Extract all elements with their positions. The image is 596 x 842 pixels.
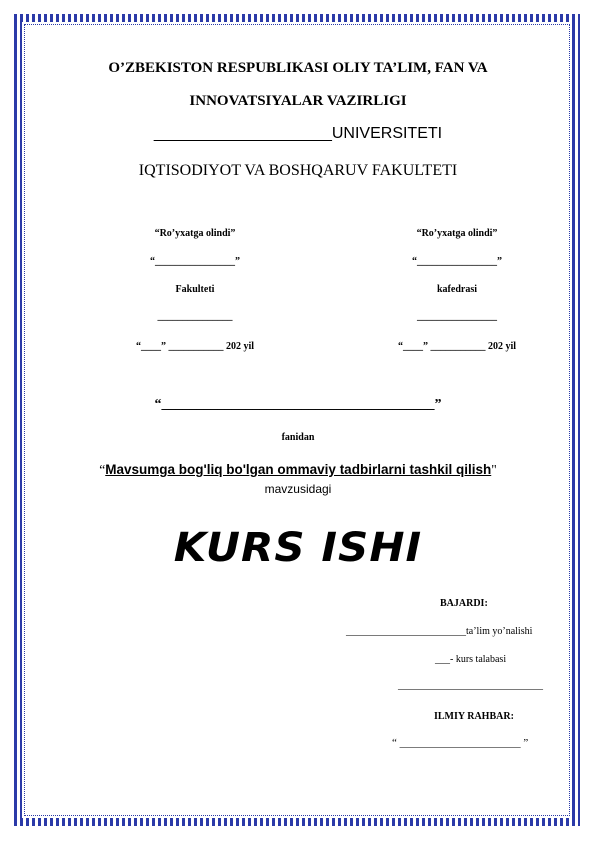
ministry-line-2: INNOVATSIYALAR VAZIRLIGI bbox=[189, 93, 407, 109]
topic-close-quote: " bbox=[491, 462, 497, 477]
topic-open-quote: “ bbox=[99, 462, 106, 477]
direction-line: ________________________ta’lim yo’nalishi bbox=[346, 626, 533, 637]
left-registered-label: “Ro’yxatga olindi” bbox=[154, 228, 236, 239]
right-date: “____” ___________ 202 yil bbox=[397, 341, 517, 352]
supervisor-line: “ ______________________ ” bbox=[392, 737, 529, 749]
right-registered-label: “Ro’yxatga olindi” bbox=[416, 228, 498, 239]
right-department-label: kafedrasi bbox=[437, 284, 477, 295]
right-registered-number: “________________” bbox=[412, 256, 502, 267]
left-date: “____” ___________ 202 yil bbox=[135, 341, 255, 352]
student-line: ___- kurs talabasi bbox=[435, 654, 507, 665]
topic-title bbox=[0, 462, 596, 478]
ministry-line-1: O’ZBEKISTON RESPUBLIKASI OLIY TA’LIM, FAN VA bbox=[108, 60, 488, 76]
supervisor-label: ILMIY RAHBAR: bbox=[434, 711, 514, 722]
student-name-line: _____________________________ bbox=[398, 680, 543, 691]
subject-label: fanidan bbox=[281, 432, 315, 443]
left-registered-number: “________________” bbox=[150, 256, 240, 267]
done-label: BAJARDI: bbox=[440, 598, 488, 609]
topic-label: mavzusidagi bbox=[264, 482, 332, 496]
subject-blank: “_______________________________________” bbox=[154, 397, 442, 412]
left-faculty-label: Fakulteti bbox=[175, 284, 215, 295]
work-title: KURS ISHI bbox=[173, 525, 423, 571]
topic-text: Mavsumga bog'liq bo'lgan ommaviy tadbirlarni tashkil qilish bbox=[105, 462, 492, 477]
right-department-line: ________________ bbox=[417, 311, 497, 322]
university-name: ____________________UNIVERSITETI bbox=[153, 125, 443, 142]
faculty-name: IQTISODIYOT VA BOSHQARUV FAKULTETI bbox=[138, 162, 458, 179]
left-faculty-line: _______________ bbox=[157, 311, 233, 322]
